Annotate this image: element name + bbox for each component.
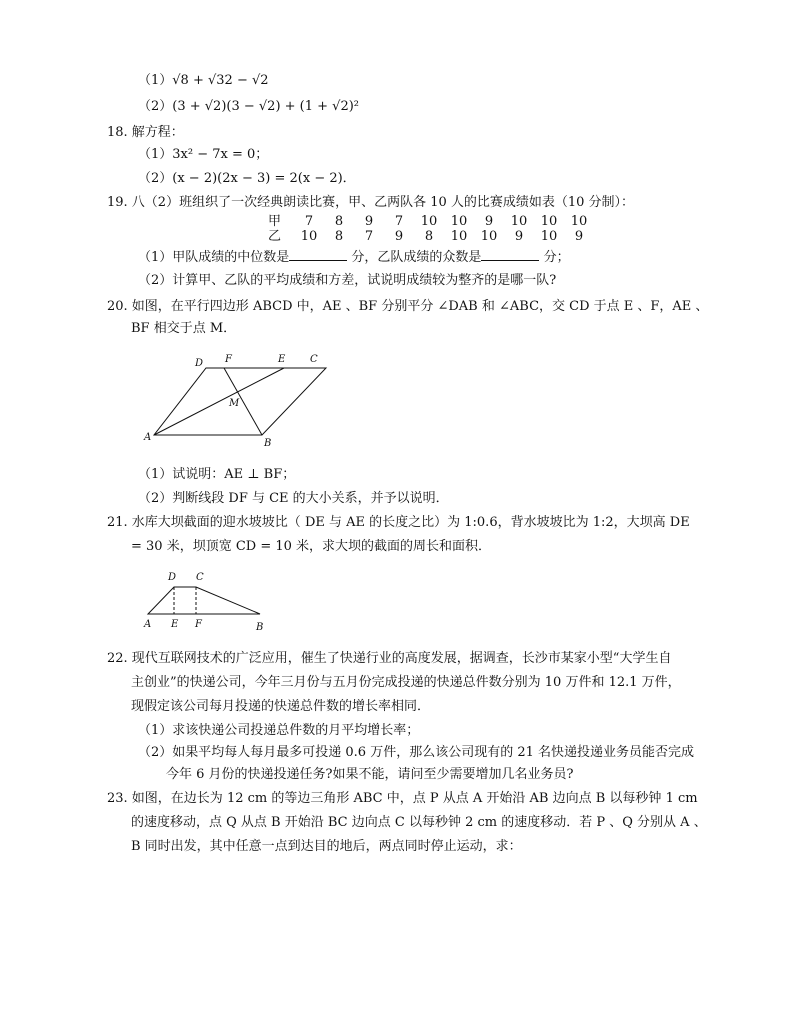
label-b: B [264, 438, 272, 449]
score-cell: 10 [450, 229, 468, 244]
label-d: D [195, 358, 204, 369]
q22-part1: （1）求该快递公司投递总件数的月平均增长率； [138, 723, 420, 738]
q17-part2: （2）(3 + √2)(3 − √2) + (1 + √2)² [138, 99, 360, 114]
score-cell: 10 [450, 214, 468, 229]
q19-part2: （2）计算甲、乙队的平均成绩和方差，试说明成绩较为整齐的是哪一队? [138, 273, 557, 288]
dam-cross-section [148, 587, 260, 614]
q21-dam-figure [140, 566, 280, 632]
q19-row-jia [268, 214, 594, 229]
label-f: F [195, 619, 202, 630]
label-e: E [278, 354, 286, 365]
q20-heading-line1: 20. 如图，在平行四边形 ABCD 中，AE 、BF 分别平分 ∠DAB 和 ∠ABC，交 CD 于点 E 、F，AE 、 [107, 299, 709, 314]
score-cell: 10 [540, 229, 558, 244]
q21-heading-line1: 21. 水库大坝截面的迎水坡坡比（ DE 与 AE 的长度之比）为 1:0.6，背水坡坡比为 1:2，大坝高 DE [107, 515, 690, 530]
q20-part1: （1）试说明：AE ⊥ BF； [138, 467, 296, 482]
q22-heading-line2: 主创业”的快递公司，今年三月份与五月份完成投递的快递总件数分别为 10 万件和 12.1 万件， [131, 675, 681, 690]
q19-part1-text-b: 分，乙队成绩的众数是 [351, 250, 482, 265]
q23-heading-line3: B 同时出发，其中任意一点到达目的地后，两点同时停止运动，求： [131, 839, 522, 854]
score-cell: 10 [540, 214, 558, 229]
q20-parallelogram-figure [140, 350, 340, 450]
parallelogram-abcd [154, 368, 326, 435]
q20-part2: （2）判断线段 DF 与 CE 的大小关系，并予以说明． [138, 491, 449, 506]
score-cell: 7 [364, 229, 374, 244]
score-cell: 7 [304, 214, 314, 229]
score-cell: 9 [364, 214, 374, 229]
q21-heading-line2: = 30 米，坝顶宽 CD = 10 米，求大坝的截面的周长和面积． [131, 539, 492, 554]
label-a: A [144, 432, 152, 443]
score-cell: 9 [394, 229, 404, 244]
team-label: 乙 [268, 229, 282, 244]
q19-part1-text-c: 分； [543, 250, 570, 265]
score-cell: 7 [394, 214, 404, 229]
q22-part2-line1: （2）如果平均每人每月最多可投递 0.6 万件，那么该公司现有的 21 名快递投递业务员能否完成 [138, 745, 695, 760]
q19-score-table [268, 214, 594, 244]
q23-heading-line2: 的速度移动，点 Q 从点 B 开始沿 BC 边向点 C 以每秒钟 2 cm 的速度移动．若 P 、Q 分别从 A 、 [131, 815, 707, 830]
label-c: C [310, 354, 318, 365]
score-cell: 10 [300, 229, 318, 244]
q18-part1: （1）3x² − 7x = 0； [138, 147, 269, 162]
answer-blank [481, 248, 539, 261]
score-cell: 10 [420, 214, 438, 229]
label-d: D [168, 572, 177, 583]
label-f: F [225, 354, 232, 365]
label-b: B [256, 622, 264, 632]
score-cell: 8 [424, 229, 434, 244]
score-cell: 9 [574, 229, 584, 244]
label-a: A [144, 619, 152, 630]
q22-part2-line2: 今年 6 月份的快递投递任务?如果不能，请问至少需要增加几名业务员? [166, 767, 574, 782]
label-c: C [196, 572, 204, 583]
score-cell: 10 [570, 214, 588, 229]
q19-row-yi [268, 229, 594, 244]
team-label: 甲 [268, 214, 282, 229]
q19-part1-text-a: （1）甲队成绩的中位数是 [138, 250, 290, 265]
score-cell: 9 [484, 214, 494, 229]
answer-blank [289, 248, 347, 261]
q17-part1: （1）√8 + √32 − √2 [138, 73, 269, 88]
q20-heading-line2: BF 相交于点 M． [131, 321, 237, 336]
q22-heading-line1: 22. 现代互联网技术的广泛应用，催生了快递行业的高度发展，据调查，长沙市某家小型“大学生自 [107, 651, 672, 666]
q22-heading-line3: 现假定该公司每月投递的快递总件数的增长率相同． [131, 699, 431, 714]
label-m: M [229, 398, 240, 409]
score-cell: 10 [480, 229, 498, 244]
segment-ae [154, 368, 284, 435]
q18-heading: 18. 解方程： [107, 125, 184, 140]
score-cell: 9 [514, 229, 524, 244]
q23-heading-line1: 23. 如图，在边长为 12 cm 的等边三角形 ABC 中，点 P 从点 A 开始沿 AB 边向点 B 以每秒钟 1 cm [107, 791, 698, 806]
score-cell: 8 [334, 214, 344, 229]
score-cell: 8 [334, 229, 344, 244]
score-cell: 10 [510, 214, 528, 229]
label-e: E [171, 619, 179, 630]
q18-part2: （2）(x − 2)(2x − 3) = 2(x − 2)． [138, 171, 356, 186]
q19-heading: 19. 八（2）班组织了一次经典朗读比赛，甲、乙两队各 10 人的比赛成绩如表（10 分制）： [107, 195, 635, 210]
q19-part1 [138, 248, 570, 267]
